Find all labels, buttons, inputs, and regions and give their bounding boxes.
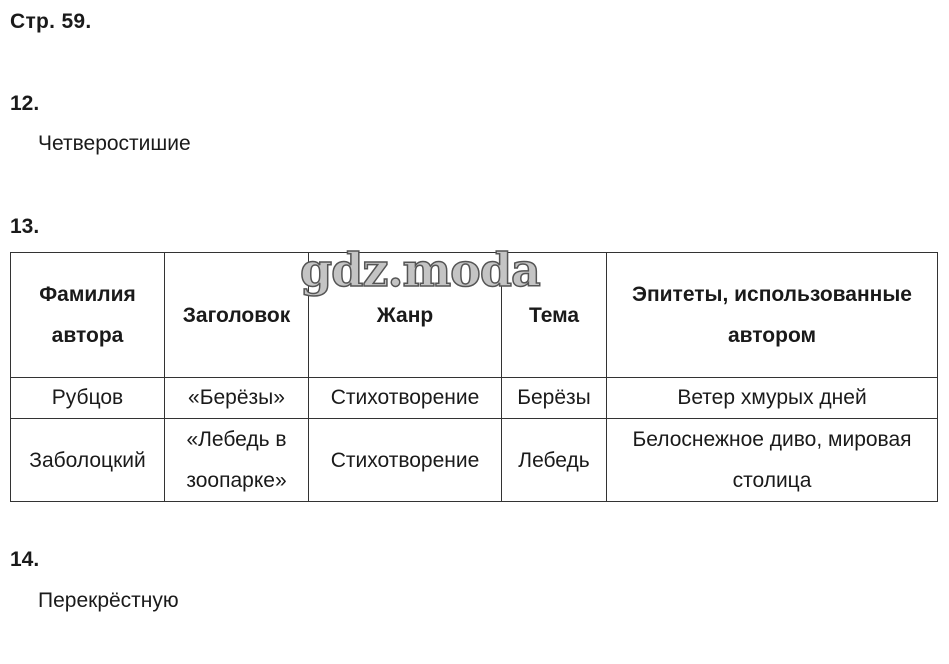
cell-author: Заболоцкий [11, 419, 165, 502]
task-14-answer: Перекрёстную [38, 589, 179, 612]
header-title: Заголовок [165, 253, 309, 378]
literature-answer-table [10, 252, 938, 502]
cell-title: «Берёзы» [165, 378, 309, 419]
table-header-row [11, 253, 938, 378]
task-12-answer: Четверостишие [38, 132, 191, 155]
table-row [11, 378, 938, 419]
cell-title: «Лебедь в зоопарке» [165, 419, 309, 502]
task-number-12: 12. [10, 92, 40, 115]
header-epithets: Эпитеты, использованные автором [607, 253, 938, 378]
table-row [11, 419, 938, 502]
task-number-14: 14. [10, 548, 40, 571]
watermark-logo: gdz.moda [300, 243, 540, 297]
cell-genre: Стихотворение [309, 378, 502, 419]
cell-genre: Стихотворение [309, 419, 502, 502]
cell-theme: Берёзы [502, 378, 607, 419]
cell-epithets: Ветер хмурых дней [607, 378, 938, 419]
cell-epithets: Белоснежное диво, мировая столица [607, 419, 938, 502]
header-theme: Тема [502, 253, 607, 378]
cell-author: Рубцов [11, 378, 165, 419]
page-reference: Стр. 59. [10, 10, 92, 33]
cell-theme: Лебедь [502, 419, 607, 502]
header-genre: Жанр [309, 253, 502, 378]
task-number-13: 13. [10, 215, 40, 238]
header-author: Фамилия автора [11, 253, 165, 378]
